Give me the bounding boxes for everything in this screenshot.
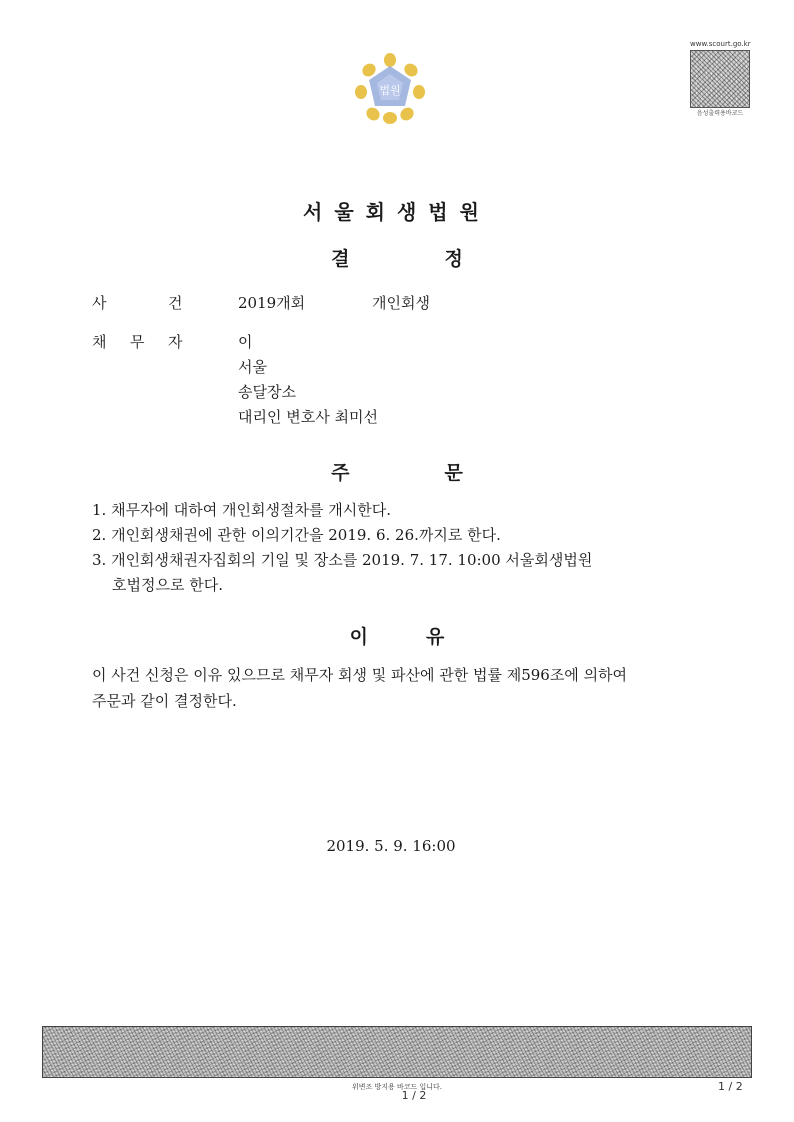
order-heading-a: 주 bbox=[331, 462, 350, 484]
debtor-label-a: 채 bbox=[92, 333, 107, 351]
debtor-name: 이 bbox=[238, 333, 253, 351]
reason-line-1: 이 사건 신청은 이유 있으므로 채무자 회생 및 파산에 관한 법률 제596조에 의하여 bbox=[92, 666, 628, 684]
reason-heading bbox=[0, 622, 794, 649]
anti-forgery-barcode bbox=[42, 1026, 752, 1078]
decision-heading-b: 정 bbox=[444, 248, 463, 270]
case-label-b: 건 bbox=[168, 294, 183, 312]
case-type: 개인회생 bbox=[372, 294, 430, 312]
case-number: 2019개회 bbox=[238, 294, 306, 312]
debtor-address: 서울 bbox=[238, 358, 267, 376]
order-heading-b: 문 bbox=[444, 462, 463, 484]
reason-heading-a: 이 bbox=[349, 626, 368, 648]
decision-heading-a: 결 bbox=[331, 248, 350, 270]
delivery-place: 송달장소 bbox=[238, 383, 296, 401]
court-seal bbox=[355, 52, 425, 124]
seal-text: 법원 bbox=[379, 84, 401, 97]
order-item-3: 3. 개인회생채권자집회의 기일 및 장소를 2019. 7. 17. 10:00 서울회생법원 bbox=[92, 551, 593, 569]
decision-heading bbox=[0, 244, 794, 271]
page-number-center: 1 / 2 bbox=[401, 1089, 427, 1102]
qr-url: www.scourt.go.kr bbox=[690, 40, 751, 48]
agent-attorney: 대리인 변호사 최미선 bbox=[238, 408, 378, 426]
court-title: 서울회생법원 bbox=[303, 200, 491, 224]
debtor-label-c: 자 bbox=[168, 333, 183, 351]
order-heading bbox=[0, 458, 794, 485]
voice-barcode bbox=[690, 50, 750, 108]
decision-date: 2019. 5. 9. 16:00 bbox=[326, 837, 456, 855]
qr-label: 음성출력용바코드 bbox=[696, 110, 744, 117]
seal-emblem-icon bbox=[355, 52, 425, 124]
order-item-2: 2. 개인회생채권에 관한 이의기간을 2019. 6. 26.까지로 한다. bbox=[92, 526, 501, 544]
case-label-a: 사 bbox=[92, 294, 107, 312]
debtor-label-b: 무 bbox=[130, 333, 145, 351]
page-number-right: 1 / 2 bbox=[718, 1080, 743, 1093]
barcode-note: 위변조 방지용 바코드 입니다. bbox=[351, 1083, 443, 1091]
order-item-3-cont: 호법정으로 한다. bbox=[112, 576, 223, 594]
reason-line-2: 주문과 같이 결정한다. bbox=[92, 692, 237, 710]
order-item-1: 1. 채무자에 대하여 개인회생절차를 개시한다. bbox=[92, 501, 391, 519]
reason-heading-b: 유 bbox=[426, 626, 445, 648]
